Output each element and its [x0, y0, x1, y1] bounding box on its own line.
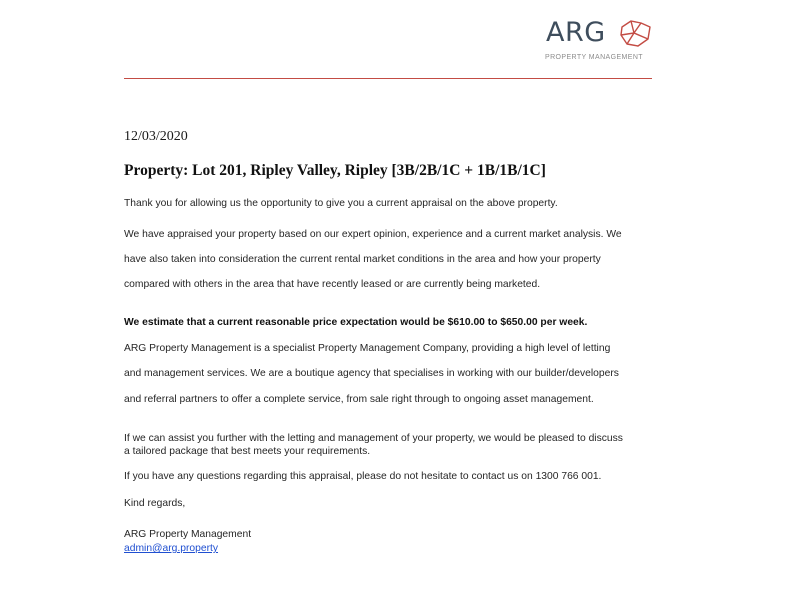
appraisal-line-1: We have appraised your property based on our expert opinion, experience and a current market analysis. We	[124, 229, 622, 240]
company-line-2: and management services. We are a boutique agency that specialises in working with our builder/developers	[124, 368, 619, 379]
company-line-1: ARG Property Management is a specialist Property Management Company, providing a high level of letting	[124, 343, 611, 354]
company-line-3: and referral partners to offer a complete service, from sale right through to ongoing asset management.	[124, 394, 594, 405]
company-logo	[543, 14, 663, 68]
appraisal-line-3: compared with others in the area that have recently leased or are currently being marketed.	[124, 279, 541, 290]
contact-paragraph: If you have any questions regarding this appraisal, please do not hesitate to contact us on 1300 766 001.	[124, 471, 602, 482]
logo-wordmark: ARG	[546, 17, 606, 48]
header-divider	[124, 78, 652, 79]
signature-name: ARG Property Management	[124, 529, 252, 540]
logo-tagline: PROPERTY MANAGEMENT	[545, 54, 643, 61]
appraisal-line-2: have also taken into consideration the current rental market conditions in the area and how your property	[124, 254, 601, 265]
intro-paragraph: Thank you for allowing us the opportunity to give you a current appraisal on the above property.	[124, 198, 558, 209]
assist-line-2: a tailored package that best meets your requirements.	[124, 446, 371, 457]
signature-email-link[interactable]: admin@arg.property	[124, 543, 219, 554]
sign-off: Kind regards,	[124, 498, 186, 509]
letter-date: 12/03/2020	[124, 129, 188, 144]
property-title: Property: Lot 201, Ripley Valley, Ripley [3B/2B/1C + 1B/1B/1C]	[124, 162, 546, 179]
assist-line-1: If we can assist you further with the letting and management of your property, we would be pleased to discuss	[124, 433, 623, 444]
outline-map-shape-icon	[619, 18, 653, 48]
price-estimate: We estimate that a current reasonable price expectation would be $610.00 to $650.00 per week.	[124, 317, 588, 328]
